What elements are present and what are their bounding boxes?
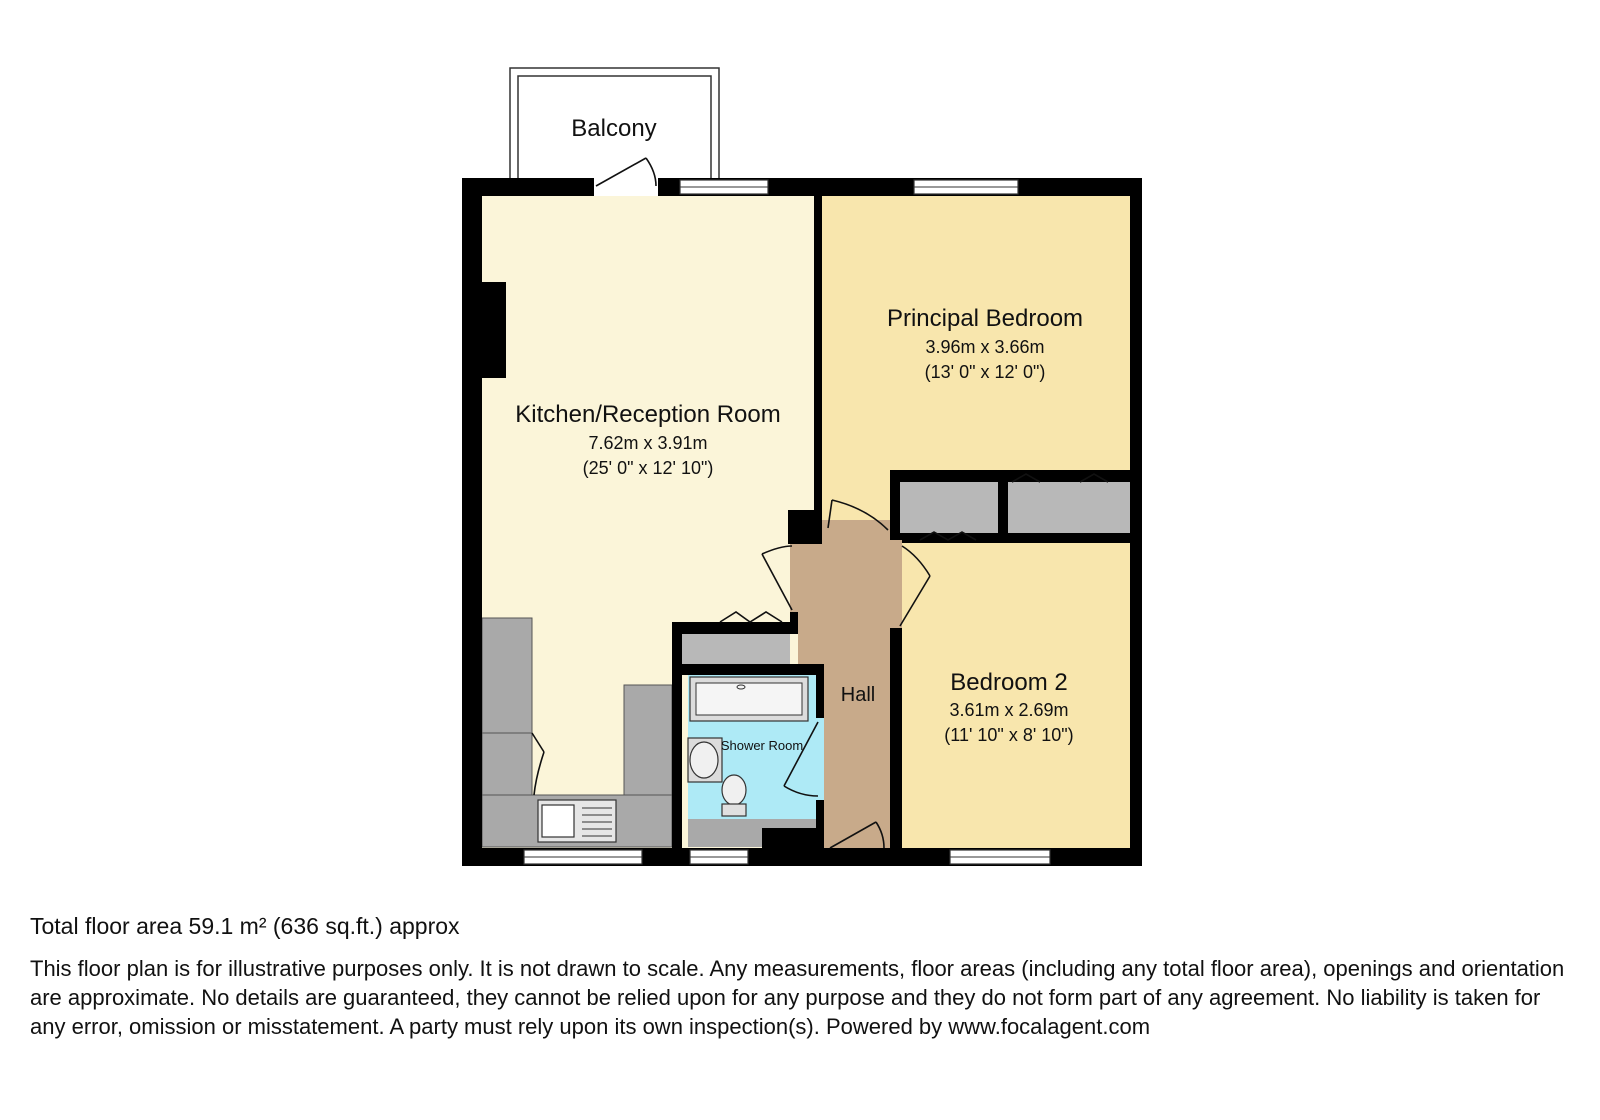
- window-shower-bottom: [690, 850, 748, 864]
- bedroom-cupboard-right: [1008, 482, 1130, 533]
- bedroom-2-metric: 3.61m x 2.69m: [949, 700, 1069, 720]
- principal-bedroom-imperial: (13' 0" x 12' 0"): [924, 362, 1046, 382]
- bedroom-2-name: Bedroom 2: [950, 669, 1068, 696]
- kitchen-units-left-lower: [482, 733, 532, 795]
- kitchen-units-left-upper: [482, 618, 532, 733]
- footer: [30, 912, 1570, 1041]
- kitchen-reception-metric: 7.62m x 3.91m: [588, 433, 708, 453]
- window-bedroom2-bottom: [950, 850, 1050, 864]
- toilet-icon: [722, 775, 746, 816]
- hall-label: Hall: [840, 684, 876, 706]
- bedroom-2-label: [944, 669, 1073, 745]
- basin-icon: [688, 738, 722, 782]
- kitchen-reception-name: Kitchen/Reception Room: [515, 401, 781, 428]
- bedroom-cupboard-left: [900, 482, 998, 533]
- window-kitchen-bottom: [524, 850, 642, 864]
- principal-bedroom-name: Principal Bedroom: [886, 305, 1084, 332]
- principal-bedroom-metric: 3.96m x 3.66m: [925, 337, 1045, 357]
- bedroom-2-imperial: (11' 10" x 8' 10"): [944, 725, 1074, 745]
- balcony-door-opening: [594, 178, 658, 196]
- shower-tray-icon: [690, 677, 808, 721]
- principal-bedroom-floor: [822, 196, 1130, 476]
- shower-room-label: Shower Room: [720, 738, 804, 753]
- hall-cupboard: [682, 634, 790, 668]
- window-bedroom-top: [914, 180, 1018, 194]
- disclaimer-text: This floor plan is for illustrative purposes only. It is not drawn to scale. Any measurements, floor areas (including any total floor area), openings and orientation are approximate. No details are guaranteed, they cannot be relied upon for any purpose and they do not form part of any agreement. No liability is taken for any error, omission or misstatement. A party must rely upon its own inspection(s). Powered by www.focalagent.com: [30, 956, 1565, 1039]
- kitchen-reception-imperial: (25' 0" x 12' 10"): [582, 458, 714, 478]
- balcony-label: Balcony: [571, 115, 657, 142]
- window-kitchen-top: [680, 180, 768, 194]
- sink-icon: [538, 800, 616, 842]
- total-floor-area: Total floor area 59.1 m² (636 sq.ft.) approx: [30, 913, 460, 939]
